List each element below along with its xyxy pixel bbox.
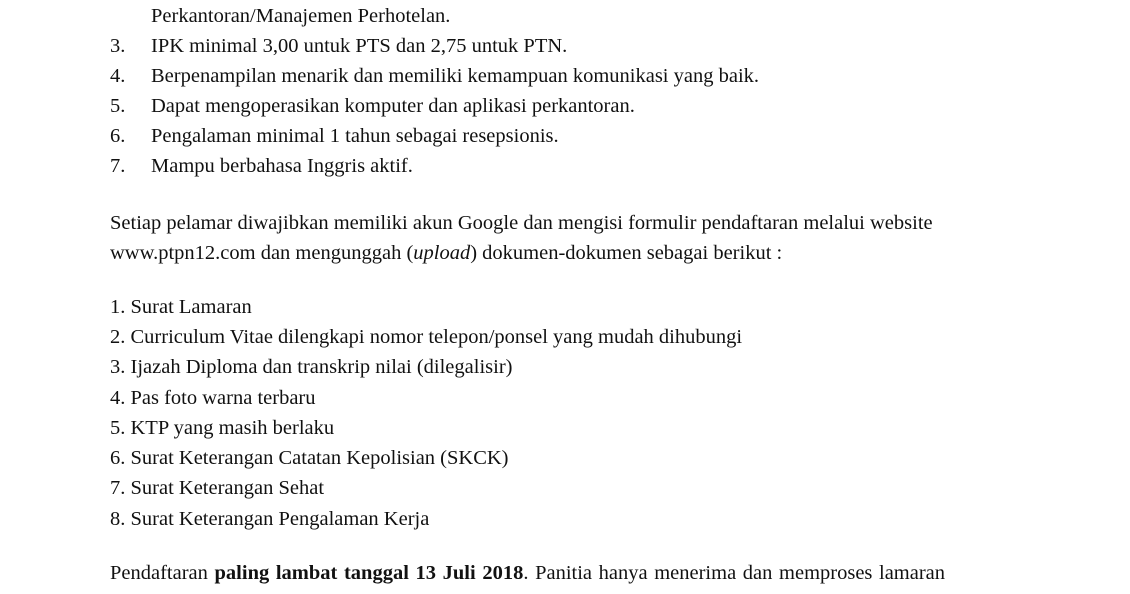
document-item: 5. KTP yang masih berlaku xyxy=(110,417,335,439)
intro-line xyxy=(110,243,782,264)
document-item: 2. Curriculum Vitae dilengkapi nomor telepon/ponsel yang mudah dihubungi xyxy=(110,326,743,348)
intro-italic-term: upload xyxy=(413,242,471,264)
requirement-text: Dapat mengoperasikan komputer dan aplikasi perkantoran. xyxy=(151,95,635,117)
requirement-number: 5. xyxy=(110,95,126,117)
document-item: 6. Surat Keterangan Catatan Kepolisian (SKCK) xyxy=(110,447,509,469)
deadline-paragraph xyxy=(110,563,945,584)
requirement-number: 7. xyxy=(110,155,126,177)
intro-text: www.ptpn12.com dan mengunggah ( xyxy=(110,242,414,264)
deadline-text: Pendaftaran xyxy=(110,562,215,584)
intro-line: Setiap pelamar diwajibkan memiliki akun Google dan mengisi formulir pendaftaran melalui website xyxy=(110,212,933,234)
requirement-number: 4. xyxy=(110,65,126,87)
document-item: 3. Ijazah Diploma dan transkrip nilai (dilegalisir) xyxy=(110,356,513,378)
intro-text: ) dokumen-dokumen sebagai berikut : xyxy=(470,242,783,264)
requirement-number: 3. xyxy=(110,35,126,57)
requirement-text: Berpenampilan menarik dan memiliki kemampuan komunikasi yang baik. xyxy=(151,65,760,87)
document-item: 4. Pas foto warna terbaru xyxy=(110,387,316,409)
requirement-text: Pengalaman minimal 1 tahun sebagai resepsionis. xyxy=(151,125,559,147)
requirement-number: 6. xyxy=(110,125,126,147)
document-item: 7. Surat Keterangan Sehat xyxy=(110,477,325,499)
document-item: 8. Surat Keterangan Pengalaman Kerja xyxy=(110,508,430,530)
document-item: 1. Surat Lamaran xyxy=(110,296,252,318)
deadline-date: paling lambat tanggal 13 Juli 2018 xyxy=(214,562,524,584)
requirement-text: Mampu berbahasa Inggris aktif. xyxy=(151,155,413,177)
requirement-continuation: Perkantoran/Manajemen Perhotelan. xyxy=(151,5,451,27)
requirement-text: IPK minimal 3,00 untuk PTS dan 2,75 untuk PTN. xyxy=(151,35,568,57)
deadline-text: . Panitia hanya menerima dan memproses lamaran xyxy=(523,562,946,584)
